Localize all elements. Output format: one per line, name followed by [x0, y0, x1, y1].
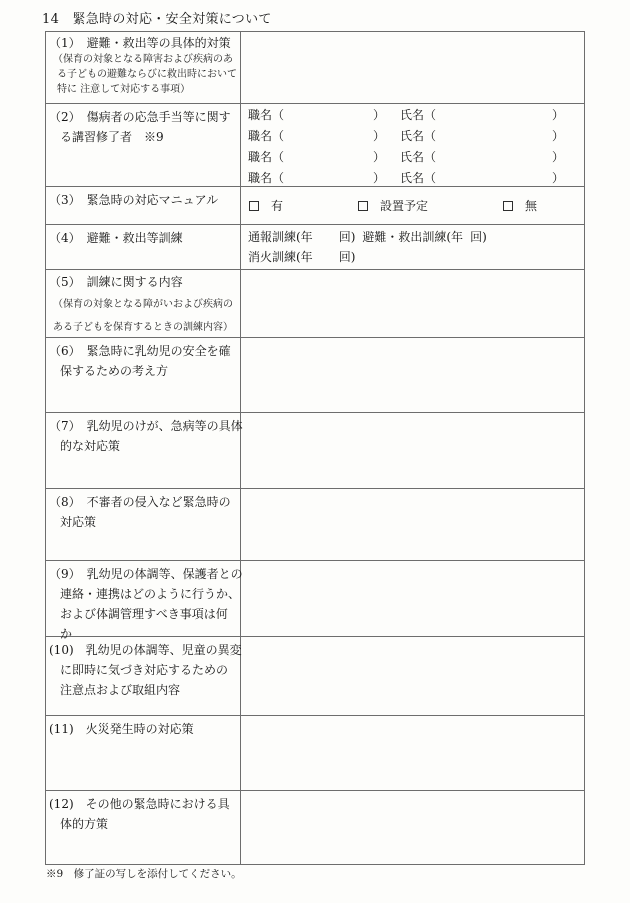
row-4-entry-area	[241, 225, 584, 269]
role-close-label: ）	[373, 150, 386, 164]
option-none	[503, 197, 537, 214]
row-label-line: (10) 乳幼児の体調等、児童の異変	[49, 643, 242, 657]
name-open-label: 氏名（	[400, 171, 437, 185]
row-8-label-cell	[46, 489, 241, 560]
row-6-infant-safety-policy	[46, 337, 584, 412]
blank-space	[385, 181, 400, 182]
option-exists	[249, 197, 283, 214]
note-line: （保育の対象となる障がいおよび疾病の	[53, 299, 233, 310]
row-5-drill-content	[46, 269, 584, 337]
blank-space	[284, 139, 373, 140]
option-label: 無	[525, 199, 538, 213]
option-label: 有	[271, 199, 284, 213]
row-9-entry-area	[241, 561, 584, 636]
row-label	[49, 640, 242, 700]
name-open-label: 氏名（	[400, 108, 437, 122]
row-label-note	[49, 52, 238, 97]
row-label	[49, 190, 238, 210]
note-line: ある子どもを保育するときの訓練内容）	[53, 322, 233, 333]
blank-space	[436, 139, 552, 140]
name-open-label: 氏名（	[400, 150, 437, 164]
row-label-line: （7） 乳幼児のけが、急病等の具体	[49, 419, 243, 433]
report-drill-close: 回)	[338, 230, 356, 244]
row-2-label-cell	[46, 104, 241, 186]
row-label-line: 体的方策	[60, 817, 109, 831]
row-7-entry-area	[241, 413, 584, 488]
row-3-label-cell	[46, 187, 241, 224]
row-label	[49, 35, 238, 51]
blank-space	[385, 160, 400, 161]
name-close-label: ）	[552, 150, 565, 164]
row-12-label-cell	[46, 791, 241, 864]
manual-options	[248, 187, 584, 224]
row-label	[49, 228, 238, 248]
role-open-label: 職名（	[248, 150, 285, 164]
row-label	[49, 794, 238, 834]
checkbox-icon[interactable]	[249, 201, 259, 211]
certificate-entry-line	[248, 105, 584, 126]
row-12-other-measures	[46, 790, 584, 864]
role-open-label: 職名（	[248, 129, 285, 143]
blank-space	[284, 160, 373, 161]
row-3-entry-area	[241, 187, 584, 224]
note-line: る子どもの避難ならびに救出時において	[57, 69, 237, 80]
option-label: 設置予定	[380, 199, 429, 213]
note-line: （保育の対象となる障害および疾病のあ	[53, 54, 233, 65]
blank-space	[313, 260, 339, 261]
certificate-entry-line	[248, 147, 584, 168]
row-label	[49, 492, 238, 532]
row-6-label-cell	[46, 338, 241, 412]
row-label-line: 対応策	[60, 515, 97, 529]
checkbox-icon[interactable]	[503, 201, 513, 211]
row-9-parent-communication	[46, 560, 584, 641]
row-8-intruder-response	[46, 488, 584, 560]
row-label	[49, 273, 238, 291]
row-3-emergency-manual	[46, 186, 584, 224]
certificate-entry-lines	[248, 104, 584, 189]
row-label-line: 保するための考え方	[60, 364, 169, 378]
row-label-line: か	[60, 627, 73, 641]
report-drill-open: 通報訓練(年	[248, 230, 313, 244]
row-label-line: る講習修了者 ※9	[60, 130, 164, 144]
row-label-line: および体調管理すべき事項は何	[60, 607, 228, 621]
row-6-entry-area	[241, 338, 584, 412]
row-label	[49, 564, 243, 644]
row-1-evacuation-measures	[46, 32, 584, 103]
row-11-entry-area	[241, 716, 584, 790]
blank-space	[436, 160, 552, 161]
row-label-line: に即時に気づき対応するための	[60, 663, 229, 677]
footnote: ※9 修了証の写しを添付してください。	[46, 868, 242, 880]
row-label-line: （4） 避難・救出等訓練	[49, 231, 183, 245]
fire-drill-close: 回)	[338, 250, 356, 264]
row-label-line: （6） 緊急時に乳幼児の安全を確	[49, 344, 231, 358]
row-label-line: 的な対応策	[60, 439, 121, 453]
name-close-label: ）	[552, 171, 565, 185]
row-label-line: （3） 緊急時の対応マニュアル	[49, 193, 219, 207]
blank-space	[385, 139, 400, 140]
evacuation-drill-open: 避難・救出訓練(年	[362, 230, 464, 244]
fire-drill-open: 消火訓練(年	[248, 250, 313, 264]
row-label	[49, 416, 243, 456]
row-label-line: （9） 乳幼児の体調等、保護者との	[49, 567, 243, 581]
row-label-line: （1） 避難・救出等の具体的対策	[49, 36, 231, 50]
name-close-label: ）	[552, 129, 565, 143]
row-12-entry-area	[241, 791, 584, 864]
name-open-label: 氏名（	[400, 129, 437, 143]
blank-space	[385, 118, 400, 119]
blank-space	[463, 240, 470, 241]
row-4-drills	[46, 224, 584, 269]
certificate-entry-line	[248, 168, 584, 189]
blank-space	[436, 118, 552, 119]
role-close-label: ）	[373, 171, 386, 185]
row-10-label-cell	[46, 637, 241, 715]
emergency-response-table	[45, 31, 585, 865]
certificate-entry-line	[248, 126, 584, 147]
row-label-line: 連絡・連携はどのように行うか、	[60, 587, 241, 601]
row-7-label-cell	[46, 413, 241, 488]
row-5-label-cell	[46, 270, 241, 337]
role-close-label: ）	[373, 129, 386, 143]
row-label	[49, 719, 238, 739]
section-title: 14 緊急時の対応・安全対策について	[42, 12, 272, 27]
blank-space	[284, 181, 373, 182]
drill-entry-line	[248, 227, 584, 247]
row-5-entry-area	[241, 270, 584, 337]
row-10-entry-area	[241, 637, 584, 715]
row-8-entry-area	[241, 489, 584, 560]
row-1-label-cell	[46, 32, 241, 103]
role-open-label: 職名（	[248, 171, 285, 185]
checkbox-icon[interactable]	[358, 201, 368, 211]
row-4-label-cell	[46, 225, 241, 269]
drill-entry-lines	[248, 225, 584, 267]
note-line: 特に 注意して対応する事項）	[57, 84, 191, 95]
row-label-line: (12) その他の緊急時における具	[49, 797, 230, 811]
blank-space	[436, 181, 552, 182]
row-label	[49, 107, 238, 147]
row-10-child-condition-awareness	[46, 636, 584, 715]
row-label-line: （8） 不審者の侵入など緊急時の	[49, 495, 231, 509]
row-label-line: (11) 火災発生時の対応策	[49, 722, 194, 736]
row-11-fire-response	[46, 715, 584, 790]
row-label-note	[49, 293, 238, 339]
row-9-label-cell	[46, 561, 243, 641]
row-11-label-cell	[46, 716, 241, 790]
blank-space	[313, 240, 339, 241]
role-open-label: 職名（	[248, 108, 285, 122]
row-1-entry-area	[241, 32, 584, 103]
row-label-line: （5） 訓練に関する内容	[49, 275, 183, 289]
row-2-first-aid-certificates	[46, 103, 584, 186]
row-label-line: 注意点および取組内容	[60, 683, 181, 697]
row-label	[49, 341, 238, 381]
drill-entry-line	[248, 247, 584, 267]
blank-space	[284, 118, 373, 119]
row-label-line: （2） 傷病者の応急手当等に関す	[49, 110, 231, 124]
name-close-label: ）	[552, 108, 565, 122]
evacuation-drill-close: 回)	[470, 230, 487, 244]
row-7-injury-illness-response	[46, 412, 584, 488]
row-2-entry-area	[241, 104, 584, 186]
option-planned	[358, 197, 428, 214]
role-close-label: ）	[373, 108, 386, 122]
